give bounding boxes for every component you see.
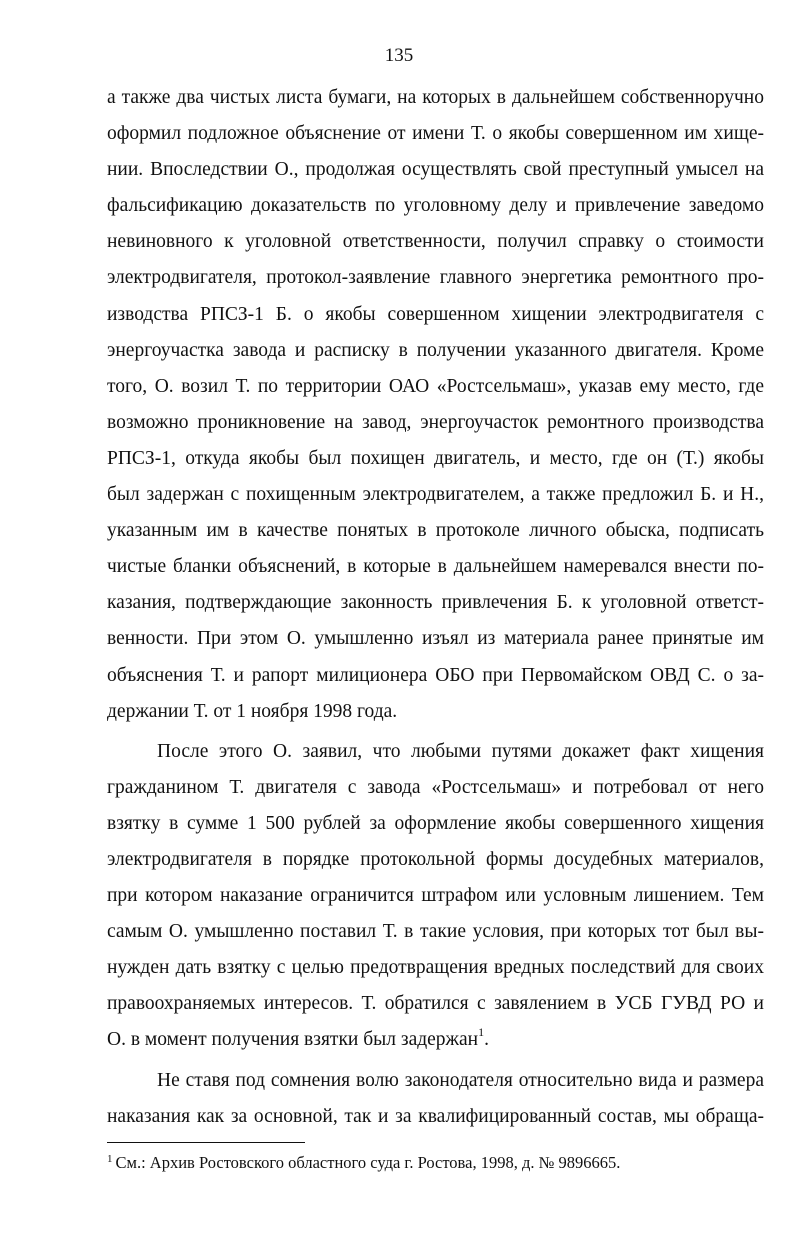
text-line: венности. При этом О. умышленно изъял из материала ранее принятые им — [107, 628, 764, 650]
text-line: После этого О. заявил, что любыми путями докажет факт хищения — [157, 740, 764, 762]
text-line: того, О. возил Т. по территории ОАО «Ростсельмаш», указав ему место, где — [107, 375, 764, 397]
text-line-with-footnote-ref — [107, 1022, 764, 1058]
text-line: наказания как за основной, так и за квалифицированный состав, мы обраща- — [107, 1105, 764, 1127]
text-line: энергоучастка завода и расписку в получении указанного двигателя. Кроме — [107, 339, 764, 361]
paragraph-2 — [107, 734, 764, 1059]
text-line: фальсификацию доказательств по уголовному делу и привлечение заведомо — [107, 195, 764, 217]
paragraph-3 — [107, 1063, 764, 1135]
page-number: 135 — [384, 45, 414, 66]
text-line: чистые бланки объяснений, в которые в дальнейшем намеревался внести по- — [107, 556, 764, 578]
text-line: невиновного к уголовной ответственности, получил справку о стоимости — [107, 231, 764, 253]
text-line: изводства РПСЗ-1 Б. о якобы совершенном хищении электродвигателя с — [107, 303, 764, 325]
text-line: гражданином Т. двигателя с завода «Ростсельмаш» и потребовал от него — [107, 776, 764, 798]
text-line: правоохраняемых интересов. Т. обратился с завялением в УСБ ГУВД РО и — [107, 993, 764, 1015]
text-line: а также два чистых листа бумаги, на которых в дальнейшем собственноручно — [107, 87, 764, 108]
text-line-content: О. в момент получения взятки был задержан — [107, 1029, 479, 1051]
footnote — [107, 1152, 764, 1174]
footnote-text: См.: Архив Ростовского областного суда г. Ростова, 1998, д. № 9896665. — [115, 1153, 621, 1172]
text-line: возможно проникновение на завод, энергоучасток ремонтного производства — [107, 411, 764, 433]
text-line: держании Т. от 1 ноября 1998 года. — [107, 700, 398, 722]
text-line: нии. Впоследствии О., продолжая осуществлять свой преступный умысел на — [107, 159, 764, 181]
text-line: указанным им в качестве понятых в протоколе личного обыска, подписать — [107, 520, 764, 542]
paragraph-1 — [107, 80, 764, 730]
text-line: электродвигателя, протокол-заявление главного энергетика ремонтного про- — [107, 267, 764, 289]
text-line: объяснения Т. и рапорт милиционера ОБО при Первомайском ОВД С. о за- — [107, 664, 764, 686]
text-line-end: . — [484, 1029, 489, 1051]
text-line: взятку в сумме 1 500 рублей за оформление якобы совершенного хищения — [107, 812, 764, 834]
footnote-separator — [107, 1142, 305, 1143]
text-line: РПСЗ-1, откуда якобы был похищен двигатель, и место, где он (Т.) якобы — [107, 447, 764, 469]
text-line: Не ставя под сомнения волю законодателя относительно вида и размера — [157, 1069, 764, 1091]
footnote-reference[interactable]: 1 — [478, 1024, 485, 1039]
text-line: нужден дать взятку с целью предотвращения вредных последствий для своих — [107, 957, 764, 979]
text-line: был задержан с похищенным электродвигателем, а также предложил Б. и Н., — [107, 484, 764, 506]
text-line: самым О. умышленно поставил Т. в такие условия, при которых тот был вы- — [107, 921, 764, 943]
text-line: электродвигателя в порядке протокольной формы досудебных материалов, — [107, 848, 764, 870]
text-line: казания, подтверждающие законность привлечения Б. к уголовной ответст- — [107, 592, 764, 614]
text-line: оформил подложное объяснение от имени Т. о якобы совершенном им хище- — [107, 123, 764, 145]
footnote-marker: 1 — [107, 1152, 113, 1165]
body-text — [107, 80, 764, 1135]
text-line: при котором наказание ограничится штрафом или условным лишением. Тем — [107, 885, 764, 907]
